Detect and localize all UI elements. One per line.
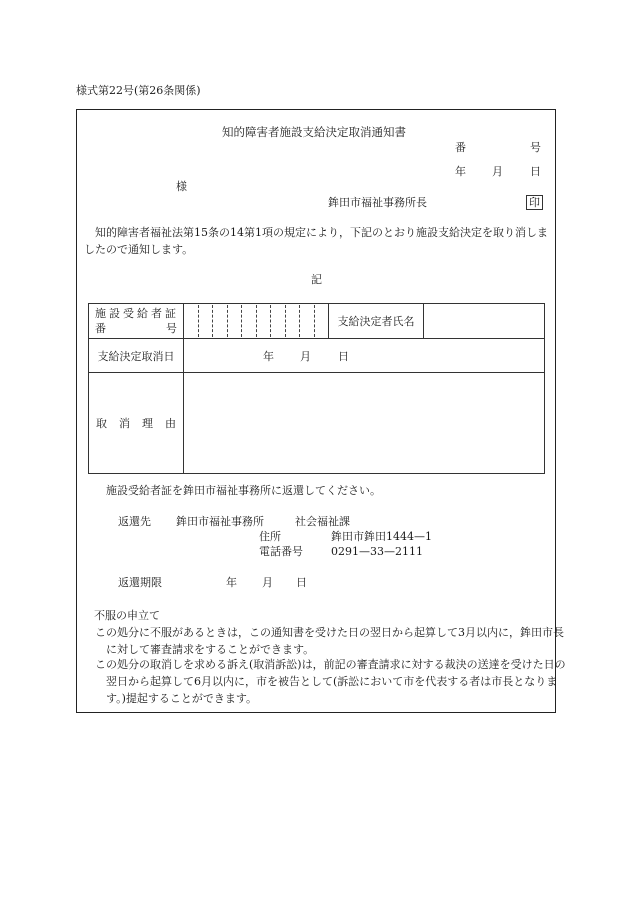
addressee-suffix: 様 bbox=[176, 180, 187, 193]
cert-label-go: 号 bbox=[166, 322, 177, 335]
ki-heading: 記 bbox=[311, 273, 322, 286]
cancel-date-year: 年 bbox=[263, 349, 274, 363]
cert-number-label bbox=[89, 304, 184, 339]
digit-box[interactable] bbox=[242, 305, 257, 337]
digit-box[interactable] bbox=[286, 305, 301, 337]
phone-label: 電話番号 bbox=[259, 545, 303, 558]
deadline-day: 日 bbox=[296, 576, 307, 589]
objection-heading: 不服の申立て bbox=[94, 609, 160, 622]
return-to-section: 社会福祉課 bbox=[295, 515, 350, 528]
date-label-day: 日 bbox=[530, 165, 541, 178]
cert-label-line2 bbox=[89, 321, 183, 336]
date-label-year: 年 bbox=[455, 165, 466, 178]
seal-stamp-icon: 印 bbox=[526, 195, 543, 210]
objection-paragraph-2: この処分の取消しを求める訴え(取消訴訟)は，前記の審査請求に対する裁決の送達を受けた日の翌日から起算して6月以内に，市を被告として(訴訟において市を代表する者は市長となります。)提起することができます。 bbox=[95, 658, 566, 705]
recipient-name-label: 支給決定者氏名 bbox=[329, 304, 424, 339]
deadline-label: 返還期限 bbox=[118, 576, 162, 589]
reason-label bbox=[89, 373, 184, 474]
cancel-date-units bbox=[184, 348, 544, 364]
cancel-date-month: 月 bbox=[300, 349, 311, 363]
digit-box-row bbox=[184, 305, 328, 337]
table-row-cancel-date bbox=[89, 339, 545, 373]
return-to-label: 返還先 bbox=[118, 515, 151, 528]
intro-paragraph: 知的障害者福祉法第15条の14第1項の規定により，下記のとおり施設支給決定を取り消しましたので通知します。 bbox=[84, 226, 548, 256]
reason-label-chars bbox=[89, 415, 183, 431]
reason-field[interactable] bbox=[184, 373, 545, 474]
deadline-month: 月 bbox=[262, 576, 273, 589]
number-label-go: 号 bbox=[530, 141, 541, 154]
digit-box[interactable] bbox=[184, 305, 199, 337]
reason-char-2: 消 bbox=[119, 417, 130, 430]
digit-box[interactable] bbox=[300, 305, 315, 337]
digit-box[interactable] bbox=[199, 305, 214, 337]
form-id: 様式第22号(第26条関係) bbox=[76, 84, 201, 97]
cancel-date-field[interactable] bbox=[184, 339, 545, 373]
phone-value: 0291—33—2111 bbox=[331, 545, 423, 558]
table-row-certificate bbox=[89, 304, 545, 339]
digit-box[interactable] bbox=[228, 305, 243, 337]
cancel-date-label: 支給決定取消日 bbox=[89, 339, 184, 373]
cert-label-line1: 施設受給者証 bbox=[95, 307, 179, 320]
number-label-ban: 番 bbox=[455, 141, 466, 154]
cert-number-digit-boxes[interactable] bbox=[184, 304, 329, 339]
cert-label-ban: 番 bbox=[95, 322, 106, 335]
notice-table bbox=[88, 303, 545, 474]
reason-char-4: 由 bbox=[165, 417, 176, 430]
cancel-date-day: 日 bbox=[338, 349, 349, 363]
digit-box[interactable] bbox=[271, 305, 286, 337]
deadline-year: 年 bbox=[226, 576, 237, 589]
digit-box[interactable] bbox=[315, 305, 329, 337]
issuer-name: 鉾田市福祉事務所長 bbox=[328, 196, 427, 209]
digit-box[interactable] bbox=[257, 305, 272, 337]
digit-box[interactable] bbox=[213, 305, 228, 337]
table-row-reason bbox=[89, 373, 545, 474]
return-to-office: 鉾田市福祉事務所 bbox=[176, 515, 264, 528]
document-title: 知的障害者施設支給決定取消通知書 bbox=[222, 125, 406, 139]
address-value: 鉾田市鉾田1444—1 bbox=[331, 530, 432, 543]
return-notice: 施設受給者証を鉾田市福祉事務所に返還してください。 bbox=[106, 484, 381, 497]
reason-char-1: 取 bbox=[96, 417, 107, 430]
recipient-name-field[interactable] bbox=[424, 304, 545, 339]
seal-mark bbox=[526, 195, 543, 210]
date-label-month: 月 bbox=[492, 165, 503, 178]
reason-char-3: 理 bbox=[142, 417, 153, 430]
address-label: 住所 bbox=[259, 530, 281, 543]
objection-paragraph-1: この処分に不服があるときは，この通知書を受けた日の翌日から起算して3月以内に，鉾田市長に対して審査請求をすることができます。 bbox=[95, 626, 564, 656]
